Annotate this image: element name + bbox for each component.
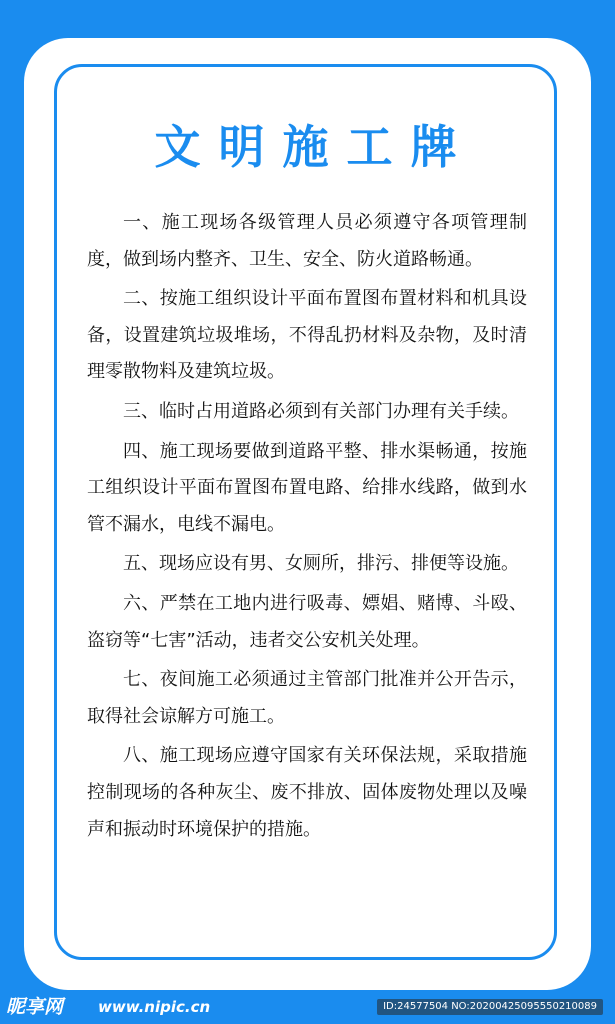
rule-item: 五、现场应设有男、女厕所，排污、排便等设施。: [123, 553, 519, 575]
rule-item: 四、施工现场要做到道路平整、排水渠畅通，按施工组织设计平面布置图布置电路、给排水线路，做到水管不漏水，电线不漏电。: [87, 440, 527, 535]
rule-item: 七、夜间施工必须通过主管部门批准并公开告示，取得社会谅解方可施工。: [87, 669, 527, 727]
rule-item: 三、临时占用道路必须到有关部门办理有关手续。: [123, 400, 519, 422]
rule-item: 二、按施工组织设计平面布置图布置材料和机具设备，设置建筑垃圾堆场，不得乱扔材料及杂物，及时清理零散物料及建筑垃圾。: [87, 288, 527, 383]
watermark-site: www.nipic.cn: [98, 998, 211, 1016]
rule-item: 八、施工现场应遵守国家有关环保法规，采取措施控制现场的各种灰尘、废不排放、固体废物处理以及噪声和振动时环境保护的措施。: [87, 745, 527, 840]
watermark-id: ID:24577504 NO:20200425095550210089: [377, 999, 603, 1015]
sign-title: 文明施工牌: [154, 120, 475, 174]
sign-inner-frame: [54, 64, 557, 960]
watermark-bar: [0, 990, 615, 1024]
rule-item: 六、严禁在工地内进行吸毒、嫖娼、赌博、斗殴、盗窃等“七害”活动，违者交公安机关处理。: [87, 592, 527, 651]
sign-board: [24, 38, 591, 990]
watermark-logo: 昵享网: [6, 996, 64, 1018]
rule-item: 一、施工现场各级管理人员必须遵守各项管理制度，做到场内整齐、卫生、安全、防火道路畅通。: [87, 212, 527, 270]
rules-list: [87, 205, 527, 851]
